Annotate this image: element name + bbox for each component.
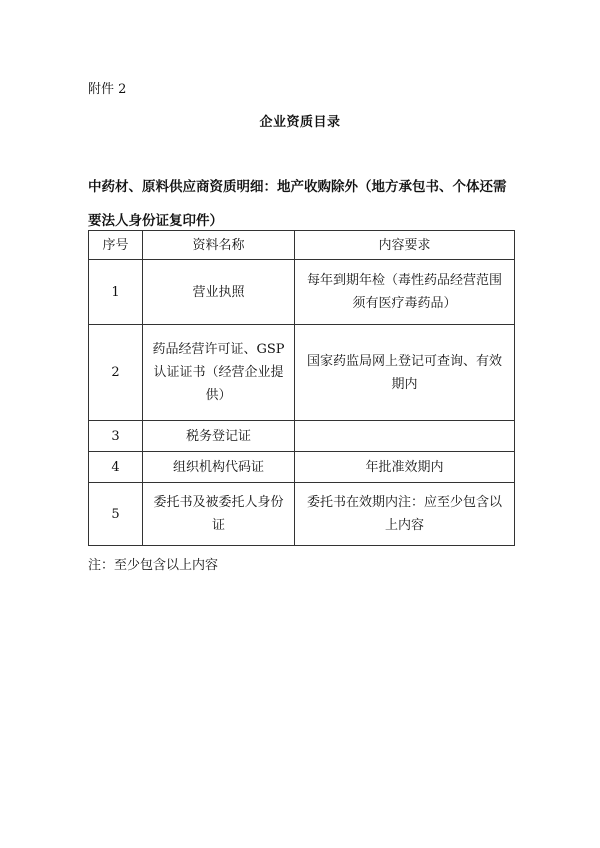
row-requirement: 委托书在效期内注：应至少包含以上内容 [295,483,515,546]
row-no: 2 [89,325,143,421]
row-requirement: 年批准效期内 [295,452,515,483]
table-row [89,421,515,452]
row-requirement [295,421,515,452]
row-name: 营业执照 [143,260,295,325]
table-header-row [89,231,515,260]
row-name: 药品经营许可证、GSP认证证书（经营企业提供） [143,325,295,421]
attachment-label: 附件 2 [88,82,127,97]
row-requirement: 每年到期年检（毒性药品经营范围须有医疗毒药品） [295,260,515,325]
row-name: 税务登记证 [143,421,295,452]
row-requirement: 国家药监局网上登记可查询、有效期内 [295,325,515,421]
row-no: 4 [89,452,143,483]
table-row [89,260,515,325]
table-row [89,483,515,546]
row-no: 3 [89,421,143,452]
footnote: 注：至少包含以上内容 [88,558,219,573]
header-no: 序号 [89,231,143,260]
row-name: 组织机构代码证 [143,452,295,483]
row-no: 1 [89,260,143,325]
row-name: 委托书及被委托人身份证 [143,483,295,546]
intro-paragraph: 中药材、原料供应商资质明细：地产收购除外（地方承包书、个体还需要法人身份证复印件） [88,179,507,229]
table-row [89,452,515,483]
header-requirement: 内容要求 [295,231,515,260]
document-title: 企业资质目录 [259,115,341,130]
header-name: 资料名称 [143,231,295,260]
row-no: 5 [89,483,143,546]
table-row [89,325,515,421]
qualification-table [88,230,515,546]
